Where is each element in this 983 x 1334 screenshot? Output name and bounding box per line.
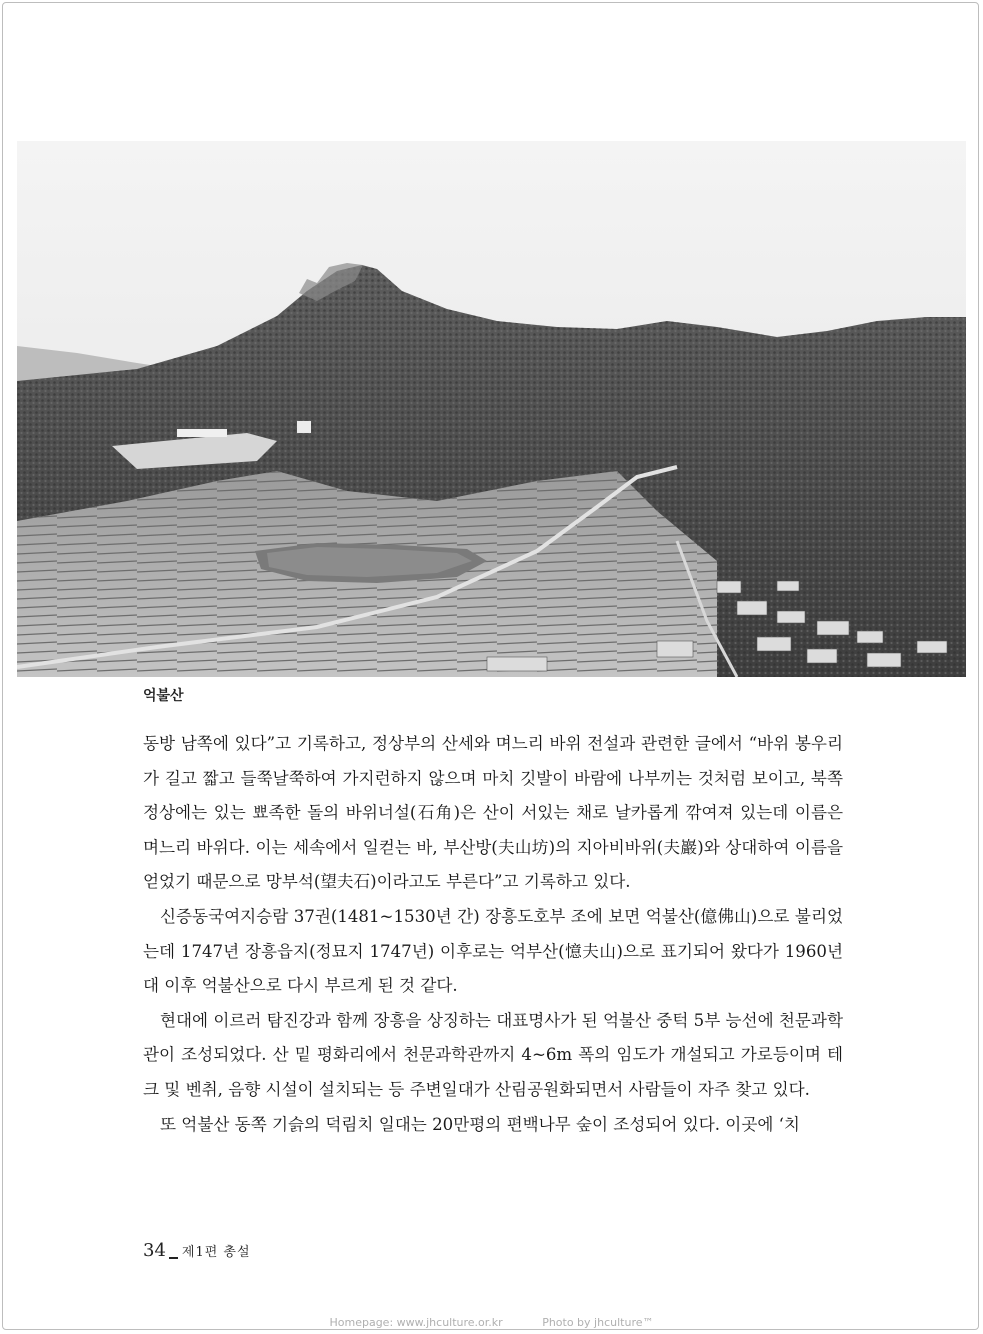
building <box>297 421 311 433</box>
page-footer <box>143 1240 251 1261</box>
building <box>177 429 227 437</box>
page-number: 34 <box>143 1240 166 1261</box>
photo-credit: Photo by jhculture™ <box>542 1316 654 1329</box>
body-text <box>143 727 843 1142</box>
paragraph: 또 억불산 동쪽 기슭의 덕림치 일대는 20만평의 편백나무 숲이 조성되어 있다. 이곳에 ‘치 <box>160 1114 800 1134</box>
chapter-title: 제1편 총설 <box>181 1245 251 1260</box>
paragraph: 동방 남쪽에 있다”고 기록하고, 정상부의 산세와 며느리 바위 전설과 관련한 글에서 “바위 봉우리가 길고 짧고 들쭉날쭉하여 가지런하지 않으며 마치 깃발이 바람에 나부끼는 것처럼 보이고, 북쪽 정상에는 있는 뾰족한 돌의 바위너설(石角)은 산이 서있는 채로 날카롭게 깎여져 있는데 이름은 며느리 바위다. 이는 세속에서 일컫는 바, 부산방(夫山坊)의 지아비바위(夫巖)와 상대하여 이름을 얻었기 때문으로 망부석(望夫石)이라고도 부른다”고 기록하고 있다. <box>143 734 843 892</box>
homepage-link[interactable]: Homepage: www.jhculture.or.kr <box>329 1316 503 1329</box>
footer-separator <box>169 1257 178 1259</box>
paragraph: 현대에 이르러 탐진강과 함께 장흥을 상징하는 대표명사가 된 억불산 중턱 5부 능선에 천문과학관이 조성되었다. 산 밑 평화리에서 천문과학관까지 4~6m 폭의 임도가 개설되고 가로등이며 테크 및 벤취, 음향 시설이 설치되는 등 주변일대가 산림공원화되면서 사람들이 자주 찾고 있다. <box>143 1010 843 1099</box>
credit-line <box>0 1316 983 1329</box>
photo-caption: 억불산 <box>143 688 184 704</box>
mountain-photo <box>17 141 966 677</box>
paragraph: 신증동국여지승람 37권(1481~1530년 간) 장흥도호부 조에 보면 억불산(億佛山)으로 불리었는데 1747년 장흥읍지(정묘지 1747년) 이후로는 억부산(憶夫山)으로 표기되어 왔다가 1960년대 이후 억불산으로 다시 부르게 된 것 같다. <box>143 906 843 996</box>
